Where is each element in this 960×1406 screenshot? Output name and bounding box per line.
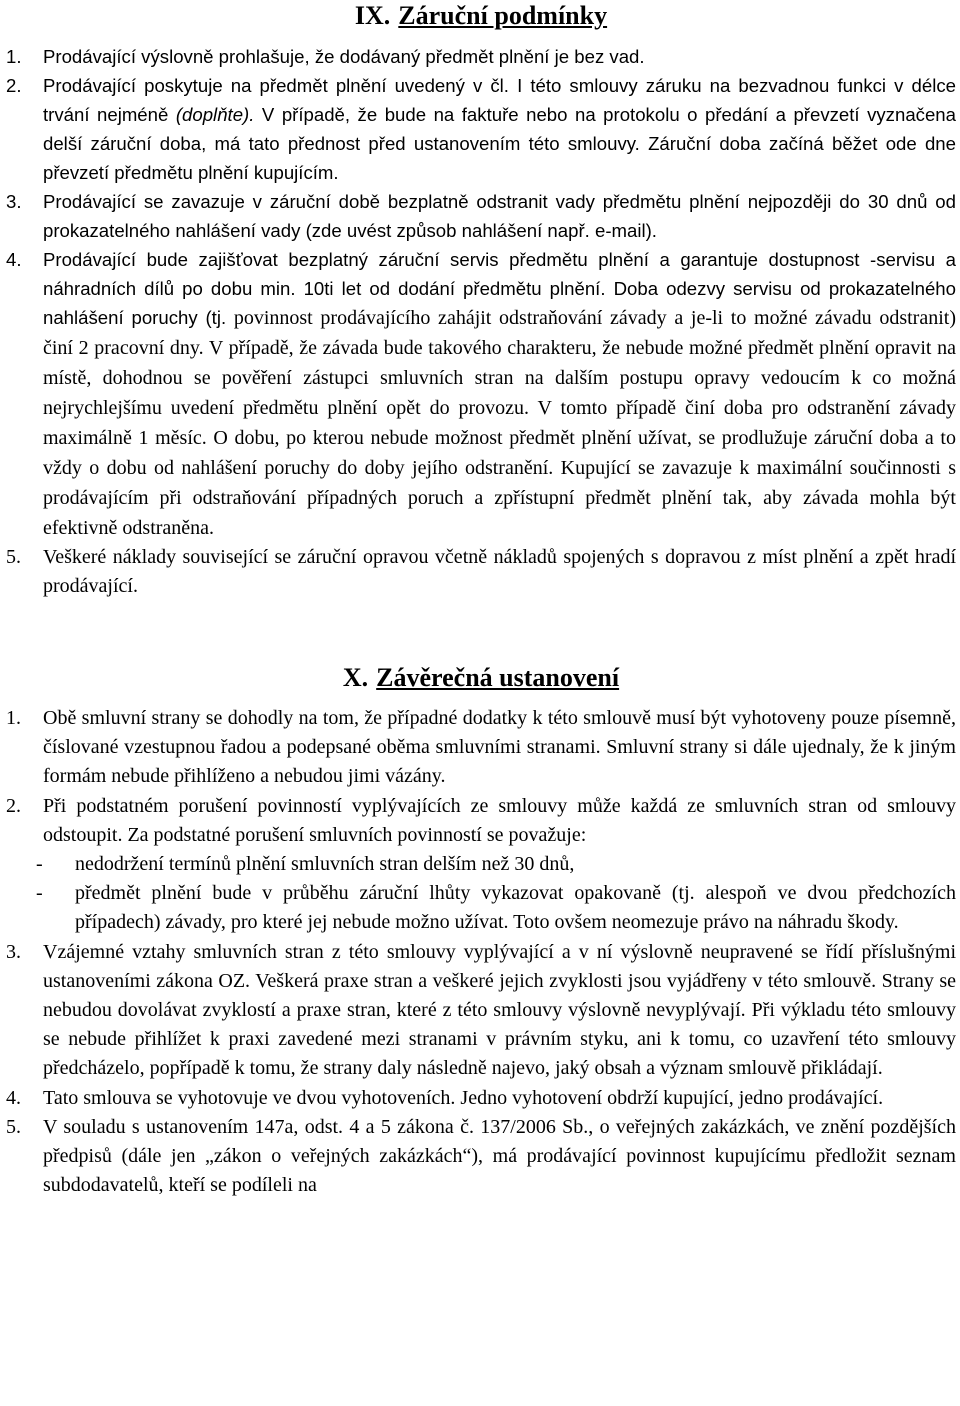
item-number: 4. bbox=[6, 249, 22, 270]
list-item bbox=[6, 1084, 956, 1113]
item-text: V případě, že bude na faktuře nebo na protokolu o předání a převzetí vyznačena delší záruční doba, má tato přednost před ustanovením této smlouvy. Záruční doba začíná běžet ode dne převzetí předmětu plnění kupujícím. bbox=[43, 104, 956, 183]
item-number: 5. bbox=[6, 1115, 21, 1138]
section-ix-title: Záruční podmínky bbox=[398, 1, 608, 30]
item-text: Prodávající se zavazuje v záruční době bezplatně odstranit vady předmětu plnění nejpozději do 30 dnů od prokazatelného nahlášení vady (zde uvést způsob nahlášení např. e-mail). bbox=[43, 191, 956, 241]
list-item bbox=[6, 1113, 956, 1201]
item-text: Obě smluvní strany se dohodly na tom, že případné dodatky k této smlouvě musí být vyhotoveny pouze písemně, číslované vzestupnou řadou a podepsané oběma smluvními stranami. Smluvní strany si dále ujednaly, že k jiným formám nebude přihlíženo a nebudou jimi vázány. bbox=[43, 707, 956, 788]
dash-item bbox=[6, 850, 956, 879]
section-x-heading bbox=[6, 663, 956, 693]
section-ix-body bbox=[6, 42, 956, 601]
dash-text: nedodržení termínů plnění smluvních stran delším než 30 dnů, bbox=[75, 853, 575, 876]
item-text: Veškeré náklady související se záruční opravou včetně nákladů spojených s dopravou z míst plnění a zpět hradí prodávající. bbox=[43, 546, 956, 597]
item-text: povinnost prodávajícího zahájit odstraňování závady a je-li to možné závadu odstranit) činí 2 pracovní dny. V případě, že závada bude takového charakteru, že nebude možné předmět plnění opravit na místě, dohodnou se pověření zástupci smluvních stran na dalším postupu opravy vedoucím k co možná nejrychlejšímu uvedení předmětu plnění opět do provozu. V tomto případě činí doba pro odstranění závady maximálně 1 měsíc. O dobu, po kterou nebude možnost předmět plnění užívat, se prodlužuje záruční doba a to vždy o dobu od nahlášení poruchy do doby jejího odstranění. Kupující se zavazuje k maximální součinnosti s prodávajícím při odstraňování případných poruch a zpřístupní předmět plnění tak, aby závada mohla být efektivně odstraněna. bbox=[43, 307, 956, 539]
list-item bbox=[6, 71, 956, 187]
list-item bbox=[6, 938, 956, 1084]
item-text: Tato smlouva se vyhotovuje ve dvou vyhotoveních. Jedno vyhotovení obdrží kupující, jedno prodávající. bbox=[43, 1086, 884, 1109]
list-item bbox=[6, 42, 956, 71]
section-ix-number: IX. bbox=[354, 1, 391, 30]
item-text: Prodávající poskytuje na předmět plnění uvedený v čl. I této smlouvy záruku na bezvadnou funkci v délce trvání nejméně bbox=[43, 75, 956, 125]
item-number: 1. bbox=[6, 707, 21, 729]
dash-marker: - bbox=[36, 882, 43, 905]
list-item bbox=[6, 543, 956, 601]
section-x-number: X. bbox=[342, 663, 369, 692]
list-item bbox=[6, 792, 956, 850]
item-number: 1. bbox=[6, 46, 22, 67]
item-text: Prodávající výslovně prohlašuje, že dodávaný předmět plnění je bez vad. bbox=[43, 46, 645, 67]
dash-marker: - bbox=[36, 853, 43, 876]
item-number: 4. bbox=[6, 1086, 21, 1109]
item-text: V souladu s ustanovením 147a, odst. 4 a 5 zákona č. 137/2006 Sb., o veřejných zakázkách, ve znění pozdějších předpisů (dále jen „zákon o veřejných zakázkách“), má prodávající povinnost kupujícímu předložit seznam subdodavatelů, kteří se podíleli na bbox=[43, 1115, 956, 1197]
item-number: 3. bbox=[6, 940, 21, 963]
dash-item bbox=[6, 879, 956, 937]
list-item bbox=[6, 704, 956, 792]
list-item bbox=[6, 187, 956, 245]
item-number: 5. bbox=[6, 546, 21, 568]
item-text: Vzájemné vztahy smluvních stran z této smlouvy vyplývající a v ní výslovně neupravené se řídí příslušnými ustanoveními zákona OZ. Veškerá praxe stran a veškeré jejich zvyklosti jsou vyjádřeny v této smlouvě. Strany se nebudou dovolávat zvyklostí a praxe stran, které z této smlouvy výslovně nevyplývají. Při výkladu této smlouvy se nebude přihlížet k praxi zavedené mezi stranami v právním styku, ani k tomu, co uzavření této smlouvy předcházelo, popřípadě k tomu, že strany daly následně najevo, jaký obsah a význam smlouvě přikládají. bbox=[43, 940, 956, 1080]
item-text: Prodávající bude zajišťovat bezplatný záruční servis předmětu plnění a garantuje dostupnost -servisu a náhradních dílů po dobu min. 10ti let od dodání předmětu plnění. Doba odezvy servisu od prokazatelného nahlášení poruchy (tj. bbox=[43, 249, 956, 328]
item-number: 3. bbox=[6, 191, 22, 212]
item-number: 2. bbox=[6, 75, 22, 96]
section-x-body bbox=[6, 704, 956, 1200]
fill-in-placeholder: (doplňte). bbox=[175, 104, 255, 125]
item-text: Při podstatném porušení povinností vyplývajících ze smlouvy může každá ze smluvních stran od smlouvy odstoupit. Za podstatné porušení smluvních povinností se považuje: bbox=[43, 794, 956, 846]
section-ix-heading bbox=[6, 1, 956, 31]
section-x-title: Závěrečná ustanovení bbox=[376, 663, 620, 692]
item-number: 2. bbox=[6, 794, 21, 817]
dash-text: předmět plnění bude v průběhu záruční lhůty vykazovat opakovaně (tj. alespoň ve dvou předchozích případech) závady, pro které jej nebude možno užívat. Toto ovšem neomezuje právo na náhradu škody. bbox=[75, 882, 956, 934]
list-item bbox=[6, 245, 956, 543]
